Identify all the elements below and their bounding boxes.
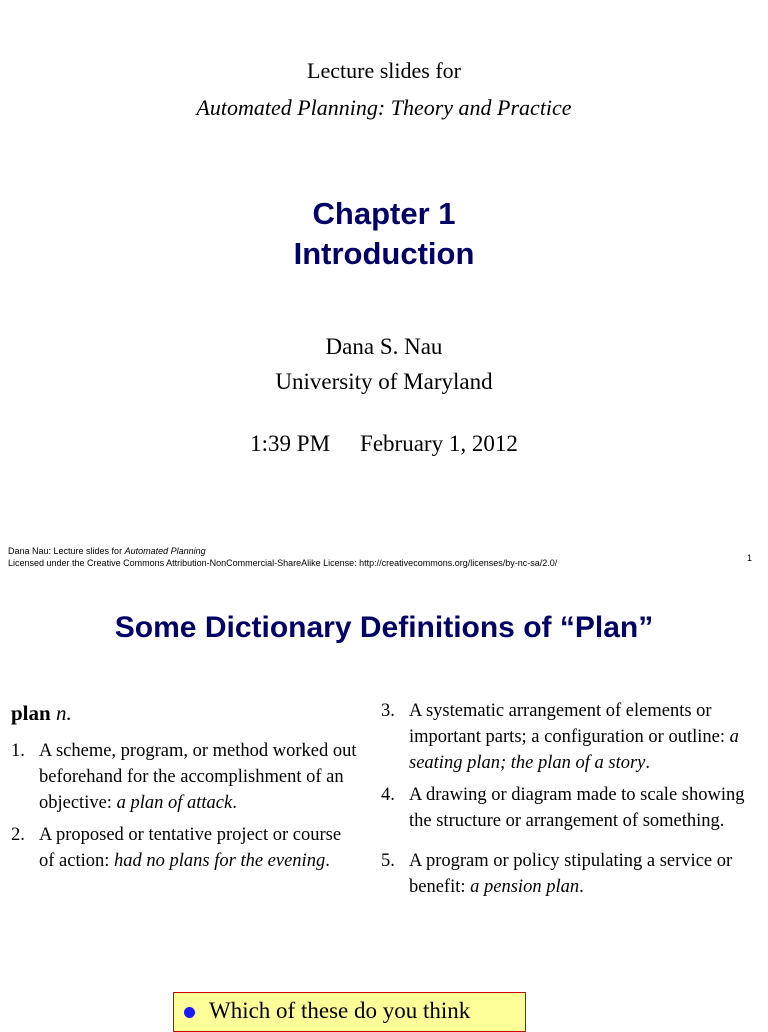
bullet-icon xyxy=(184,1007,195,1018)
definition-number: 3. xyxy=(381,701,395,721)
definition-example: had no plans for the evening xyxy=(114,851,326,871)
definition-text: A scheme, program, or method worked out beforehand for the accomplishment of an objective: xyxy=(39,741,357,813)
definition-item xyxy=(381,698,751,776)
definition-end: . xyxy=(232,793,237,813)
definitions-right-column xyxy=(381,698,751,900)
callout-text: Which of these do you think xyxy=(209,998,471,1023)
definition-item xyxy=(381,782,751,834)
dictionary-headword xyxy=(11,701,72,726)
definition-item xyxy=(11,738,361,816)
chapter-number: Chapter 1 xyxy=(312,196,456,231)
footer-license: Licensed under the Creative Commons Attribution-NonCommercial-ShareAlike License: http://creativecommons.org/licenses/by-nc-sa/2.0/ xyxy=(8,558,558,568)
definition-example: a pension plan xyxy=(470,877,580,897)
footer-credit-text: Dana Nau: Lecture slides for xyxy=(8,546,125,556)
definitions-left-column xyxy=(11,738,361,874)
chapter-title: Introduction xyxy=(293,236,475,271)
footer-credit-book: Automated Planning xyxy=(124,546,206,556)
slide-title: Some Dictionary Definitions of “Plan” xyxy=(114,611,654,644)
slide-time: 1:39 PM xyxy=(250,431,331,456)
definition-number: 1. xyxy=(11,741,25,761)
slide-date: February 1, 2012 xyxy=(360,431,518,456)
definition-example: a plan of attack xyxy=(116,793,233,813)
page-number: 1 xyxy=(746,553,752,563)
definition-end: . xyxy=(645,753,650,773)
slide-datetime xyxy=(0,431,768,457)
definition-item xyxy=(11,822,361,874)
definition-item xyxy=(381,848,751,900)
university-name: University of Maryland xyxy=(275,369,493,394)
headword-text: plan xyxy=(11,701,51,725)
definition-end: . xyxy=(325,851,330,871)
definition-text: A proposed or tentative project or course of action: xyxy=(39,825,342,871)
definition-example: a seating plan; the plan of a story xyxy=(409,727,739,773)
definition-number: 5. xyxy=(381,851,395,871)
definition-number: 4. xyxy=(381,785,395,805)
footer-credit xyxy=(8,546,206,557)
definition-number: 2. xyxy=(11,825,25,845)
definition-end: . xyxy=(579,877,584,897)
definition-text: A drawing or diagram made to scale showing the structure or arrangement of something. xyxy=(409,785,745,831)
question-callout xyxy=(173,992,526,1032)
author-name: Dana S. Nau xyxy=(325,334,443,359)
definition-text: A systematic arrangement of elements or important parts; a configuration or outline: xyxy=(409,701,730,747)
book-title: Automated Planning: Theory and Practice xyxy=(196,95,572,120)
part-of-speech: n. xyxy=(55,701,72,725)
definition-text: A program or policy stipulating a service or benefit: xyxy=(409,851,733,897)
lecture-slides-label: Lecture slides for xyxy=(307,58,461,83)
